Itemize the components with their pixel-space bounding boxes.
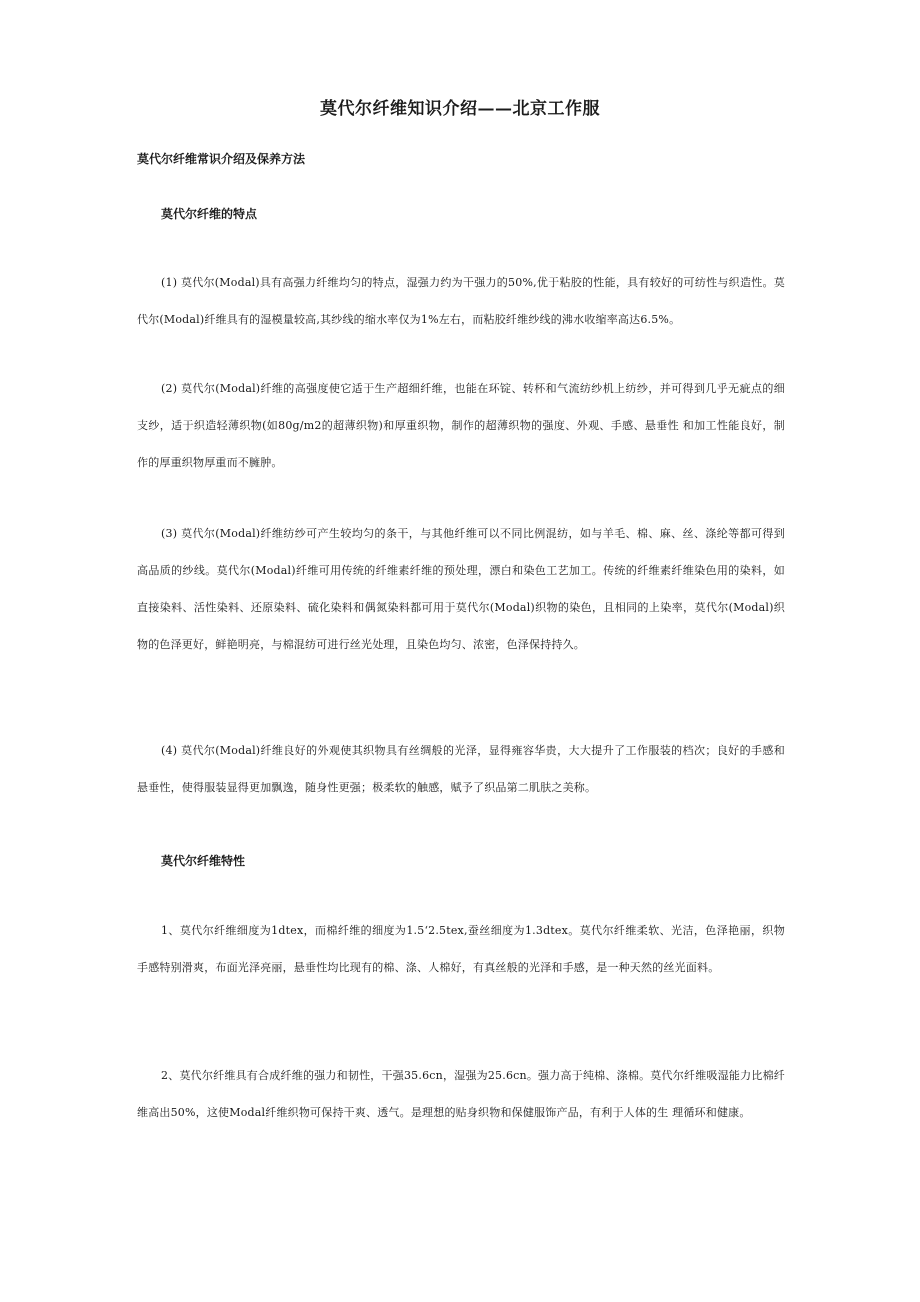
paragraph-property-1: 1、莫代尔纤维细度为1dtex，而棉纤维的细度为1.5‘2.5tex,蚕丝细度为1.3dtex。莫代尔纤维柔软、光洁，色泽艳丽，织物手感特别滑爽，布面光泽亮丽，悬垂性均比现有的棉、涤、人棉好，有真丝般的光泽和手感，是一种天然的丝光面料。 (137, 924, 785, 974)
section-heading-properties: 莫代尔纤维特性 (161, 854, 246, 868)
paragraph-feature-2: (2) 莫代尔(Modal)纤维的高强度使它适于生产超细纤维，也能在环锭、转杯和气流纺纱机上纺纱，并可得到几乎无疵点的细支纱，适于织造轻薄织物(如80g/m2的超薄织物)和厚重织物，制作的超薄织物的强度、外观、手感、悬垂性 和加工性能良好，制作的厚重织物厚重而不臃肿。 (137, 382, 785, 469)
paragraph-feature-4: (4) 莫代尔(Modal)纤维良好的外观使其织物具有丝绸般的光泽，显得雍容华贵，大大提升了工作服装的档次；良好的手感和悬垂性，使得服装显得更加飘逸，随身性更强；极柔软的触感，赋予了织品第二肌肤之美称。 (137, 744, 785, 794)
paragraph-property-2: 2、莫代尔纤维具有合成纤维的强力和韧性，干强35.6cn，湿强为25.6cn。强力高于纯棉、涤棉。莫代尔纤维吸湿能力比棉纤维高出50%，这使Modal纤维织物可保持干爽、透气。是理想的贴身织物和保健服饰产品，有利于人体的生 理循环和健康。 (137, 1069, 785, 1119)
document-subtitle: 莫代尔纤维常识介绍及保养方法 (137, 152, 306, 166)
paragraph-feature-1: (1) 莫代尔(Modal)具有高强力纤维均匀的特点，湿强力约为干强力的50%,优于粘胶的性能，具有较好的可纺性与织造性。莫代尔(Modal)纤维具有的湿模量较高,其纱线的缩水率仅为1%左右，而粘胶纤维纱线的沸水收缩率高达6.5%。 (137, 276, 785, 326)
document-title: 莫代尔纤维知识介绍——北京工作服 (320, 99, 600, 119)
paragraph-feature-3: (3) 莫代尔(Modal)纤维纺纱可产生较均匀的条干，与其他纤维可以不同比例混纺，如与羊毛、棉、麻、丝、涤纶等都可得到高品质的纱线。莫代尔(Modal)纤维可用传统的纤维素纤维的预处理，漂白和染色工艺加工。传统的纤维素纤维染色用的染料，如直接染料、活性染料、还原染料、硫化染料和偶氮染料都可用于莫代尔(Modal)织物的染色，且相同的上染率，莫代尔(Modal)织物的色泽更好，鲜艳明亮，与棉混纺可进行丝光处理，且染色均匀、浓密，色泽保持持久。 (137, 527, 785, 651)
section-heading-features: 莫代尔纤维的特点 (161, 207, 258, 221)
